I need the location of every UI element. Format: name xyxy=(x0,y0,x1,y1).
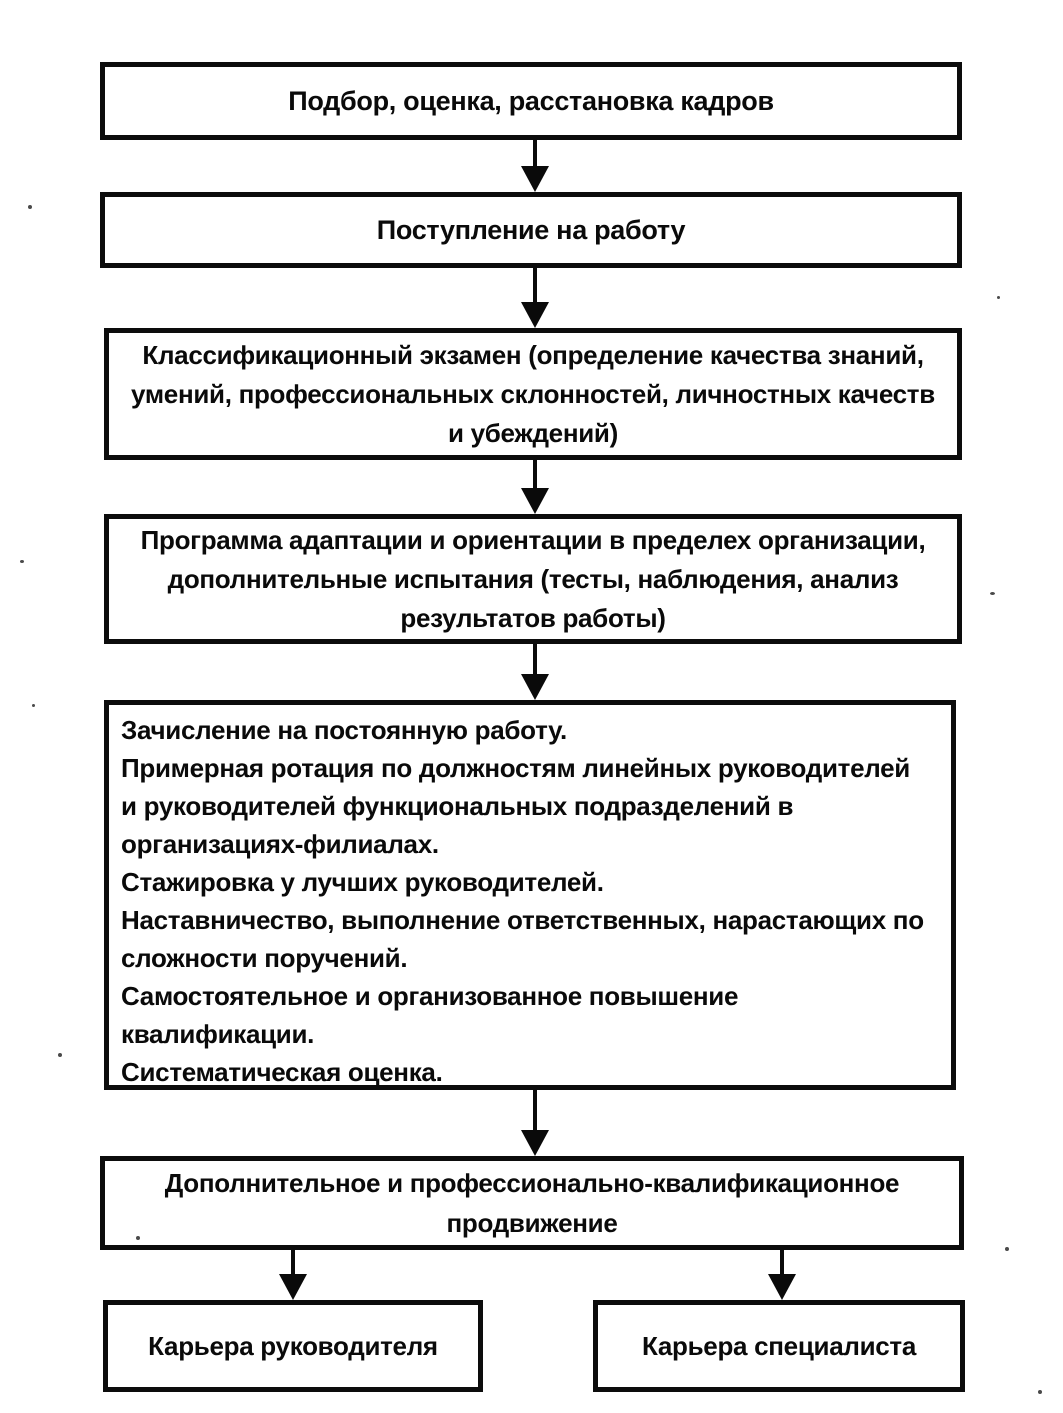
box-text-line: Наставничество, выполнение ответственных, нарастающих по xyxy=(121,905,924,935)
scan-speck xyxy=(136,1236,140,1240)
box-text-line: Самостоятельное и организованное повышение xyxy=(121,981,739,1011)
arrow-head-icon xyxy=(521,166,549,192)
box-text-line: Стажировка у лучших руководителей. xyxy=(121,867,604,897)
box-text-line: и руководителей функциональных подразделений в xyxy=(121,791,794,821)
arrow-head-icon xyxy=(521,302,549,328)
scan-speck xyxy=(990,592,995,595)
box-text-line: квалификации. xyxy=(121,1019,315,1049)
arrow-stem xyxy=(533,140,537,167)
box-text-line: Программа адаптации и ориентации в пределех организации, xyxy=(140,524,926,555)
arrow-stem xyxy=(780,1250,784,1275)
arrow-head-icon xyxy=(768,1274,796,1300)
box-karera-rukovoditelya xyxy=(103,1300,483,1392)
scan-speck xyxy=(1005,1247,1009,1251)
scan-speck xyxy=(997,296,1000,299)
scan-speck xyxy=(32,704,35,707)
arrow-head-icon xyxy=(521,488,549,514)
box-postuplenie-na-rabotu xyxy=(100,192,962,268)
arrow-stem xyxy=(533,1090,537,1131)
box-text-line: результатов работы) xyxy=(400,602,666,633)
flow-arrow-down-3 xyxy=(521,460,549,514)
arrow-stem xyxy=(533,460,537,489)
box-text: Карьера руководителя xyxy=(148,1330,438,1361)
flow-arrow-down-5 xyxy=(521,1090,549,1156)
scan-speck xyxy=(1038,1390,1042,1394)
box-dopolnitelnoe-prodvizhenie xyxy=(100,1156,964,1250)
box-text-line: продвижение xyxy=(446,1208,618,1238)
box-text-line: Зачисление на постоянную работу. xyxy=(121,715,567,745)
box-karera-specialista xyxy=(593,1300,965,1392)
box-text-line: Дополнительное и профессионально-квалификационное xyxy=(164,1168,900,1198)
box-text-line: и убеждений) xyxy=(448,417,618,448)
box-text: Поступление на работу xyxy=(376,214,686,245)
flow-arrow-down-right xyxy=(768,1250,796,1300)
box-text-line: дополнительные испытания (тесты, наблюдения, анализ xyxy=(167,563,899,594)
arrow-head-icon xyxy=(521,674,549,700)
box-text: Подбор, оценка, расстановка кадров xyxy=(288,85,774,116)
arrow-head-icon xyxy=(279,1274,307,1300)
box-text-line: Систематическая оценка. xyxy=(121,1057,443,1087)
box-text-line: сложности поручений. xyxy=(121,943,408,973)
arrow-head-icon xyxy=(521,1130,549,1156)
flow-arrow-down-left xyxy=(279,1250,307,1300)
arrow-stem xyxy=(291,1250,295,1275)
box-text-line: Примерная ротация по должностям линейных руководителей xyxy=(121,753,910,783)
arrow-stem xyxy=(533,268,537,303)
flow-arrow-down-1 xyxy=(521,140,549,192)
box-text-line: организациях-филиалах. xyxy=(121,829,439,859)
box-programma-adaptacii xyxy=(104,514,962,644)
scan-speck xyxy=(58,1053,62,1057)
box-text-line: умений, профессиональных склонностей, личностных качеств xyxy=(131,378,935,409)
scan-speck xyxy=(28,205,32,209)
box-text-line: Классификационный экзамен (определение качества знаний, xyxy=(142,339,924,370)
arrow-stem xyxy=(533,644,537,675)
flow-arrow-down-2 xyxy=(521,268,549,328)
box-podbor-ocenka-rasstanovka xyxy=(100,62,962,140)
box-zachislenie-na-postoyannuyu-rabotu xyxy=(104,700,956,1090)
box-text: Карьера специалиста xyxy=(641,1330,917,1361)
flow-arrow-down-4 xyxy=(521,644,549,700)
scan-speck xyxy=(20,560,24,563)
box-klassifikacionnyj-ekzamen xyxy=(104,328,962,460)
